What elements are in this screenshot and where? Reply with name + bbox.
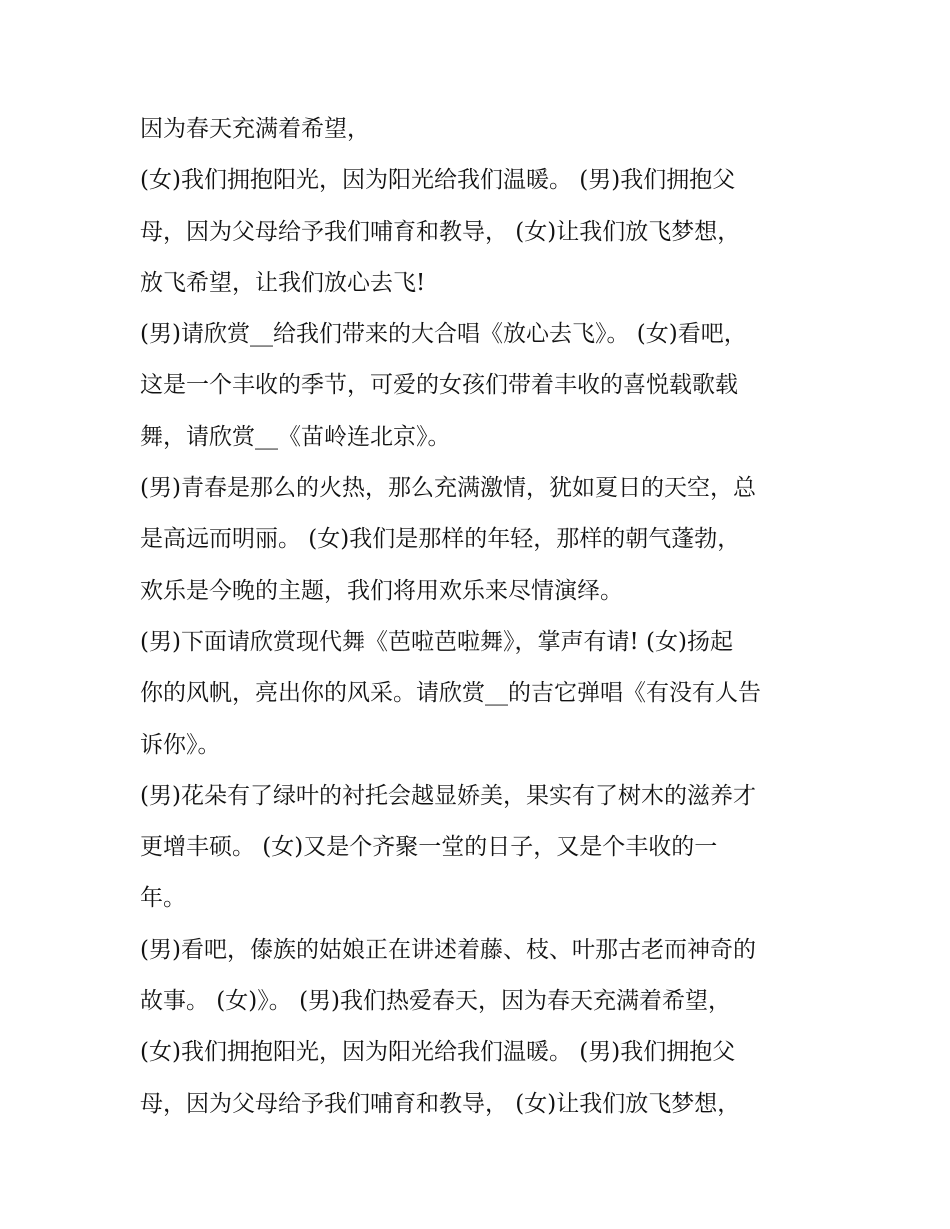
text-line: (男)下面请欣赏现代舞《芭啦芭啦舞》，掌声有请! (女)扬起 — [140, 628, 733, 655]
text-line: 因为春天充满着希望， — [140, 116, 370, 142]
text-line: (男)花朵有了绿叶的衬托会越显娇美，果实有了树木的滋养才 — [140, 782, 756, 809]
text-line: 欢乐是今晚的主题，我们将用欢乐来尽情演绎。 — [140, 577, 623, 604]
text-line: 故事。 (女)》。 (男)我们热爱春天，因为春天充满着希望， — [140, 988, 732, 1015]
text-line: 是高远而明丽。 (女)我们是那样的年轻，那样的朝气蓬勃， — [140, 526, 741, 553]
text-line: 年。 — [140, 885, 186, 912]
text-line: 这是一个丰收的季节，可爱的女孩们带着丰收的喜悦载歌载 — [140, 372, 738, 399]
text-line: 你的风帆，亮出你的风采。请欣赏__的吉它弹唱《有没有人告 — [140, 680, 761, 707]
text-line: 更增丰硕。 (女)又是个齐聚一堂的日子，又是个丰收的一 — [140, 834, 718, 861]
text-line: (男)青春是那么的火热，那么充满激情，犹如夏日的天空，总 — [140, 475, 756, 502]
text-line: 舞，请欣赏__《苗岭连北京》。 — [140, 423, 451, 450]
text-line: 母，因为父母给予我们哺育和教导， (女)让我们放飞梦想， — [140, 1090, 741, 1117]
text-line: (男)请欣赏__给我们带来的大合唱《放心去飞》。 (女)看吧， — [140, 321, 747, 348]
text-line: 放飞希望，让我们放心去飞! — [140, 269, 426, 296]
text-line: (女)我们拥抱阳光，因为阳光给我们温暖。 (男)我们拥抱父 — [140, 167, 736, 194]
text-line: (女)我们拥抱阳光，因为阳光给我们温暖。 (男)我们拥抱父 — [140, 1039, 736, 1066]
text-line: (男)看吧，傣族的姑娘正在讲述着藤、枝、叶那古老而神奇的 — [140, 936, 756, 963]
document-body — [140, 106, 820, 1132]
text-line: 诉你》。 — [140, 731, 221, 758]
text-line: 母，因为父母给予我们哺育和教导， (女)让我们放飞梦想， — [140, 218, 741, 245]
